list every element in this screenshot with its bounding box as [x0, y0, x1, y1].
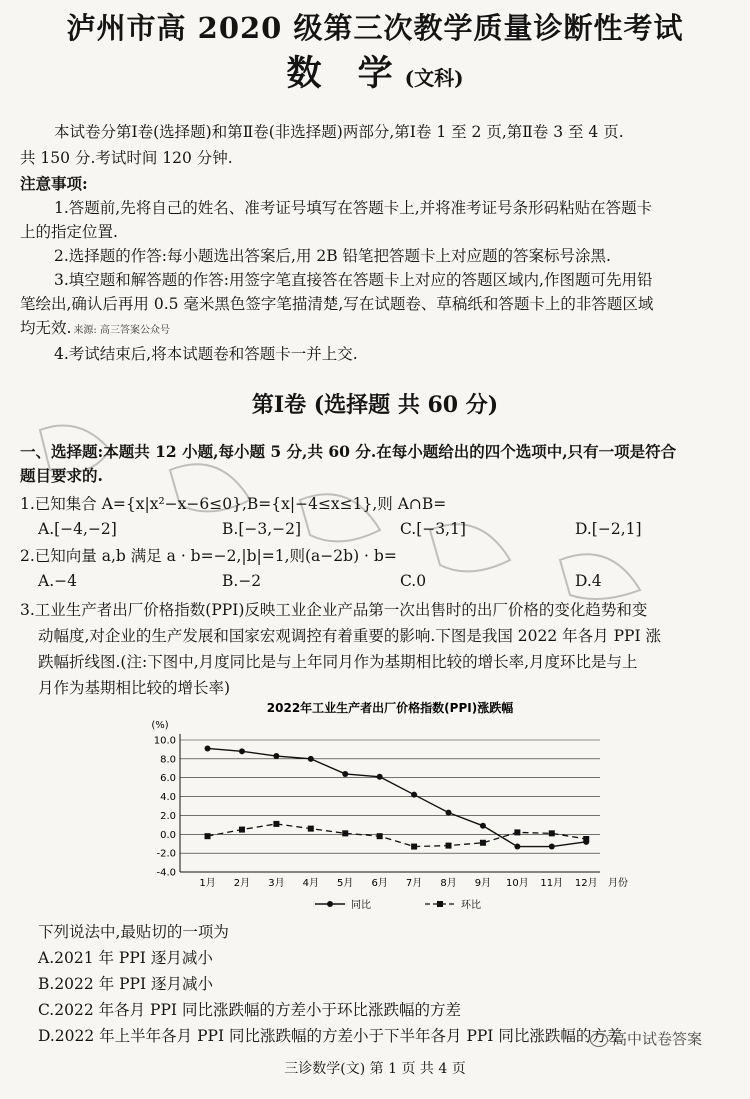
mom-point — [377, 833, 383, 839]
x-tick-label: 8月 — [440, 878, 457, 889]
subject-title — [0, 46, 750, 96]
notice-item-3a: 3.填空题和解答题的作答:用签字笔直接答在答题卡上对应的答题区域内,作图题可先用铅 — [54, 271, 653, 289]
q3-option-b: B.2022 年 PPI 逐月减小 — [38, 975, 214, 993]
x-tick-label: 1月 — [199, 878, 216, 889]
q3-option-a: A.2021 年 PPI 逐月减小 — [38, 949, 213, 967]
mom-point — [480, 840, 486, 846]
yoy-point — [411, 792, 417, 798]
q1-option-a: A.[−4,−2] — [38, 520, 117, 538]
legend-label-mom: 环比 — [461, 900, 481, 910]
section-instruction-b: 题目要求的. — [20, 466, 103, 485]
notice-item-4: 4.考试结束后,将本试题卷和答题卡一并上交. — [54, 345, 358, 363]
y-tick-label: 0.0 — [160, 829, 176, 841]
y-tick-label: 10.0 — [153, 735, 176, 747]
series-line-yoy — [208, 748, 587, 846]
legend-marker-mom — [437, 901, 443, 907]
notice-item-2: 2.选择题的作答:每小题选出答案后,用 2B 铅笔把答题卡上对应题的答案标号涂黑. — [54, 247, 611, 265]
notice-item-3b: 笔绘出,确认后再用 0.5 毫米黑色签字笔描清楚,写在试题卷、草稿纸和答题卡上的非答题区域 — [20, 295, 654, 313]
notice-heading: 注意事项: — [20, 174, 88, 193]
q2-stem: 2.已知向量 a,b 满足 a · b=−2,|b|=1,则(a−2b) · b= — [20, 547, 397, 565]
q3-prompt: 下列说法中,最贴切的一项为 — [38, 923, 229, 941]
y-tick-label: 4.0 — [160, 792, 176, 804]
wechat-icon — [590, 1033, 608, 1047]
yoy-point — [446, 810, 452, 816]
q3-line-4: 月作为基期相比较的增长率) — [38, 679, 231, 697]
notice-item-3c — [20, 318, 170, 341]
q2-option-c: C.0 — [400, 572, 427, 590]
chart-axes — [154, 734, 628, 889]
section-title: 第Ⅰ卷 (选择题 共 60 分) — [251, 392, 499, 418]
ppi-line-chart — [140, 700, 640, 910]
yoy-point — [342, 771, 348, 777]
q2-option-a: A.−4 — [38, 572, 77, 590]
notice-item-3c-text: 均无效. — [20, 319, 72, 337]
q2-option-b: B.−2 — [222, 572, 262, 590]
x-tick-label: 7月 — [405, 878, 423, 889]
mom-point — [205, 833, 211, 839]
x-axis-label: 月份 — [608, 878, 628, 889]
y-tick-label: -4.0 — [156, 867, 176, 879]
mom-point — [239, 827, 245, 833]
mom-point — [514, 829, 520, 835]
q3-option-d: D.2022 年上半年各月 PPI 同比涨跌幅的方差小于下半年各月 PPI 同比涨跌幅的方差 — [38, 1027, 623, 1045]
exam-title: 泸州市高 2020 级第三次教学质量诊断性考试 — [66, 11, 684, 45]
q2-option-d: D.4 — [575, 572, 602, 590]
q1-option-c: C.[−3,1] — [400, 520, 466, 538]
yoy-point — [514, 844, 520, 850]
chart-title: 2022年工业生产者出厂价格指数(PPI)涨跌幅 — [266, 701, 514, 715]
q3-line-2: 动幅度,对企业的生产发展和国家宏观调控有着重要的影响.下图是我国 2022 年各月 PPI 涨 — [38, 627, 661, 645]
q1-stem: 1.已知集合 A={x|x²−x−6≤0},B={x|−4≤x≤1},则 A∩B= — [20, 495, 447, 513]
intro-line-1: 本试卷分第Ⅰ卷(选择题)和第Ⅱ卷(非选择题)两部分,第Ⅰ卷 1 至 2 页,第Ⅱ卷 3 至 4 页. — [54, 123, 624, 141]
mom-point — [549, 830, 555, 836]
mom-point — [583, 836, 589, 842]
yoy-point — [239, 748, 245, 754]
q3-line-1: 3.工业生产者出厂价格指数(PPI)反映工业企业产品第一次出售时的出厂价格的变化趋势和变 — [20, 601, 648, 619]
chart-grid — [180, 740, 600, 872]
series-line-mom — [208, 824, 587, 847]
yoy-point — [308, 756, 314, 762]
y-tick-label: 6.0 — [160, 773, 176, 785]
mom-point — [411, 844, 417, 850]
notice-item-1a: 1.答题前,先将自己的姓名、准考证号填写在答题卡上,并将准考证号条形码粘贴在答题卡 — [54, 199, 653, 217]
mom-point — [308, 826, 314, 832]
y-tick-label: 2.0 — [160, 810, 176, 822]
q1-option-d: D.[−2,1] — [575, 520, 642, 538]
mom-point — [273, 821, 279, 827]
mom-point — [446, 843, 452, 849]
page-footer: 三诊数学(文) 第 1 页 共 4 页 — [284, 1061, 466, 1077]
chart-series — [205, 745, 590, 849]
intro-line-2: 共 150 分.考试时间 120 分钟. — [20, 149, 233, 167]
y-tick-label: -2.0 — [156, 848, 176, 860]
subject-name: 数 学 — [286, 53, 405, 94]
subject-tag: (文科) — [404, 66, 464, 90]
source-note: 来源: 高三答案公众号 — [73, 325, 170, 336]
x-tick-label: 11月 — [540, 878, 564, 889]
chart-y-axis-label: (%) — [151, 720, 169, 731]
y-tick-label: 8.0 — [160, 754, 176, 766]
x-tick-label: 9月 — [474, 878, 492, 889]
q1-option-b: B.[−3,−2] — [222, 520, 302, 538]
notice-item-1b: 上的指定位置. — [20, 223, 118, 241]
yoy-point — [205, 745, 211, 751]
x-tick-label: 5月 — [337, 878, 354, 889]
wechat-watermark — [590, 1028, 702, 1049]
yoy-point — [549, 844, 555, 850]
x-tick-label: 2月 — [233, 878, 251, 889]
q3-line-3: 跌幅折线图.(注:下图中,月度同比是与上年同月作为基期相比较的增长率,月度环比是与上 — [38, 653, 638, 671]
watermark-text: 高中试卷答案 — [612, 1030, 703, 1048]
x-tick-label: 6月 — [371, 878, 388, 889]
q3-option-c: C.2022 年各月 PPI 同比涨跌幅的方差小于环比涨跌幅的方差 — [38, 1001, 461, 1019]
legend-label-yoy: 同比 — [351, 900, 371, 910]
x-tick-label: 10月 — [506, 878, 529, 889]
yoy-point — [480, 823, 486, 829]
x-tick-label: 4月 — [302, 878, 320, 889]
legend-marker-yoy — [327, 901, 333, 907]
section-instruction-a: 一、选择题:本题共 12 小题,每小题 5 分,共 60 分.在每小题给出的四个选项中,只有一项是符合 — [20, 442, 677, 461]
x-tick-label: 12月 — [574, 878, 598, 889]
chart-legend — [315, 898, 481, 910]
x-tick-label: 3月 — [268, 878, 285, 889]
yoy-point — [273, 753, 279, 759]
mom-point — [342, 830, 348, 836]
yoy-point — [377, 774, 383, 780]
